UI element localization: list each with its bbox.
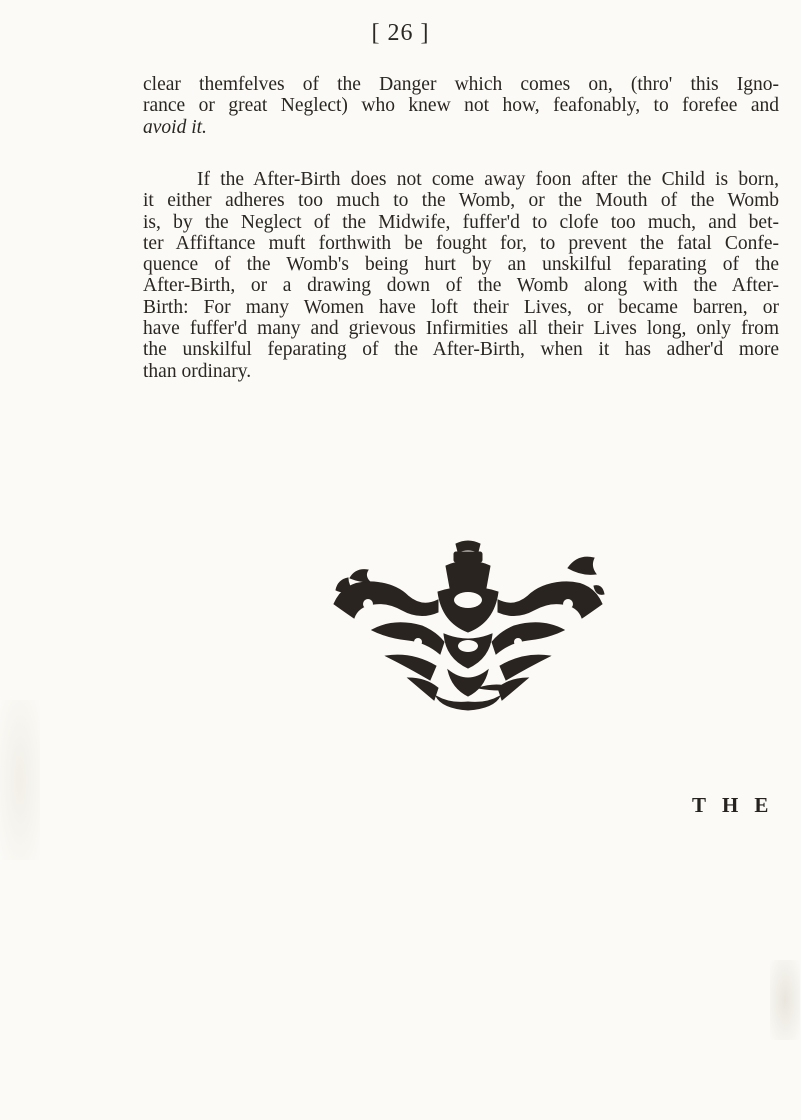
- text-line: the unskilful feparating of the After-Birth, when it has adher'd more: [143, 339, 779, 361]
- text-line: have fuffer'd many and grievous Infirmities all their Lives long, only from: [143, 318, 779, 340]
- text-line: is, by the Neglect of the Midwife, fuffer'd to clofe too much, and bet-: [143, 211, 779, 233]
- text-line: it either adheres too much to the Womb, or the Mouth of the Womb: [143, 190, 779, 212]
- page-number: [ 26 ]: [371, 20, 430, 46]
- text-line: rance or great Neglect) who knew not how, feafonably, to forefee and: [143, 95, 779, 117]
- text-line: avoid it.: [143, 116, 207, 138]
- floral-ornament-icon: [328, 538, 608, 714]
- text-line: quence of the Womb's being hurt by an unskilful feparating of the: [143, 254, 779, 276]
- catchword: THE: [692, 793, 785, 817]
- paragraph-2: [143, 169, 779, 382]
- paper-stain: [770, 960, 800, 1040]
- text-line: ter Affiftance muft forthwith be fought for, to prevent the fatal Confe-: [143, 232, 779, 254]
- text-line: clear themfelves of the Danger which comes on, (thro' this Igno-: [143, 74, 779, 95]
- text-line: Birth: For many Women have loft their Lives, or became barren, or: [143, 296, 779, 318]
- paper-stain: [0, 700, 40, 860]
- text-line: After-Birth, or a drawing down of the Womb along with the After-: [143, 275, 779, 297]
- paragraph-1: [143, 74, 779, 138]
- text-line: than ordinary.: [143, 360, 252, 382]
- text-line: If the After-Birth does not come away foon after the Child is born,: [197, 169, 779, 190]
